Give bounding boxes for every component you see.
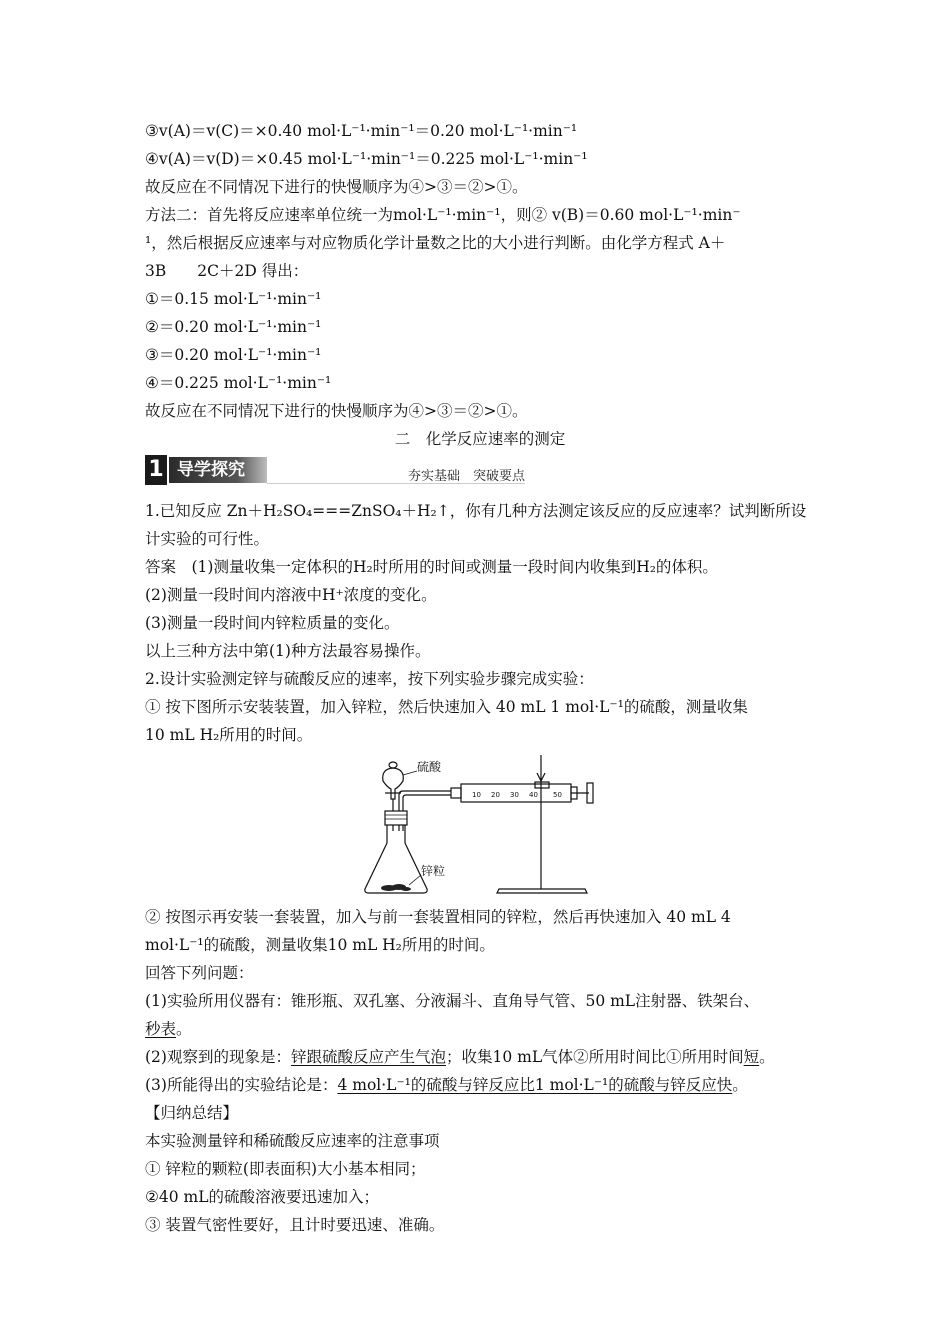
section-banner: [145, 455, 815, 485]
apparatus-diagram: [145, 751, 815, 899]
text-line: (3)测量一段时间内锌粒质量的变化。: [145, 614, 400, 632]
question-lines: [145, 497, 815, 749]
conical-flask: [365, 825, 427, 893]
banner-number: 1: [145, 455, 167, 485]
acid-label: 硫酸: [417, 760, 442, 774]
text-line: ①＝0.15 mol·L⁻¹·min⁻¹: [145, 290, 322, 308]
answer-blank: 短: [743, 1048, 760, 1066]
summary-block: [145, 1099, 815, 1239]
text-line: ① 按下图所示安装装置，加入锌粒，然后快速加入 40 mL 1 mol·L⁻¹的硫酸，测量收集: [145, 698, 748, 716]
text-line: 回答下列问题：: [145, 964, 254, 982]
text-line: (2)测量一段时间内溶液中H⁺浓度的变化。: [145, 586, 437, 604]
answer-2: (2)观察到的现象是：锌跟硫酸反应产生气泡；收集10 mL气体②所用时间比①所用时间短。: [145, 1048, 775, 1066]
summary-heading: 【归纳总结】: [145, 1104, 239, 1122]
banner-title: 导学探究: [169, 457, 267, 483]
acid-pointer: [403, 771, 417, 775]
text-line: 以上三种方法中第(1)种方法最容易操作。: [145, 642, 431, 660]
text-line: ②＝0.20 mol·L⁻¹·min⁻¹: [145, 318, 322, 336]
text-line: ¹，然后根据反应速率与对应物质化学计量数之比的大小进行判断。由化学方程式 A＋: [145, 234, 726, 252]
syringe-tick: 20: [491, 791, 500, 799]
stopper: [385, 811, 407, 825]
syringe-tick: 30: [510, 791, 519, 799]
method-lines: [145, 117, 815, 425]
text-line: 本实验测量锌和稀硫酸反应速率的注意事项: [145, 1132, 440, 1150]
text-line: ① 锌粒的颗粒(即表面积)大小基本相同；: [145, 1160, 426, 1178]
text-line: ③ 装置气密性要好，且计时要迅速、准确。: [145, 1216, 445, 1234]
zinc-pointer: [409, 875, 421, 885]
answer-blank: 锌跟硫酸反应产生气泡: [290, 1048, 446, 1066]
syringe-tick: 40: [529, 791, 538, 799]
banner-subtitle: 夯实基础 突破要点: [407, 469, 525, 484]
text-line: ③＝0.20 mol·L⁻¹·min⁻¹: [145, 346, 322, 364]
procedure-lines: [145, 903, 815, 1099]
text-line: ③v(A)＝v(C)＝×0.40 mol·L⁻¹·min⁻¹＝0.20 mol·L⁻¹·min⁻¹: [145, 122, 578, 140]
text-line: ②40 mL的硫酸溶液要迅速加入；: [145, 1188, 380, 1206]
text-line: 方法二：首先将反应速率单位统一为mol·L⁻¹·min⁻¹，则② v(B)＝0.60 mol·L⁻¹·min⁻: [145, 206, 741, 224]
apparatus-svg: [359, 751, 599, 897]
iron-stand: [497, 755, 587, 893]
answer-blank: 4 mol·L⁻¹的硫酸与锌反应比1 mol·L⁻¹的硫酸与锌反应快: [337, 1076, 733, 1094]
text-line: 故反应在不同情况下进行的快慢顺序为④>③＝②>①。: [145, 178, 528, 196]
text-line: mol·L⁻¹的硫酸，测量收集10 mL H₂所用的时间。: [145, 936, 495, 954]
answer-1-tail: 秒表。: [145, 1020, 192, 1038]
syringe-tick: 50: [553, 791, 562, 799]
text-line: ④v(A)＝v(D)＝×0.45 mol·L⁻¹·min⁻¹＝0.225 mol·L⁻¹·min⁻¹: [145, 150, 588, 168]
text-line: ④＝0.225 mol·L⁻¹·min⁻¹: [145, 374, 332, 392]
section-title: 二 化学反应速率的测定: [394, 430, 566, 448]
text-line: 1.已知反应 Zn＋H₂SO₄===ZnSO₄＋H₂↑，你有几种方法测定该反应的反应速率？试判断所设: [145, 502, 807, 520]
zinc-granules: [381, 884, 411, 891]
answer-blank: 秒表: [145, 1020, 177, 1038]
text-line: 2.设计实验测定锌与硫酸反应的速率，按下列实验步骤完成实验：: [145, 670, 594, 688]
syringe-tick: 10: [472, 791, 481, 799]
text-line: (1)实验所用仪器有：锥形瓶、双孔塞、分液漏斗、直角导气管、50 mL注射器、铁架台、: [145, 992, 760, 1010]
text-line: 计实验的可行性。: [145, 530, 270, 548]
zinc-label: 锌粒: [421, 864, 446, 878]
text-line: 答案 (1)测量收集一定体积的H₂时所用的时间或测量一段时间内收集到H₂的体积。: [145, 558, 718, 576]
document-page: [145, 117, 815, 1239]
text-line: 故反应在不同情况下进行的快慢顺序为④>③＝②>①。: [145, 402, 528, 420]
text-line: 3B 2C＋2D 得出：: [145, 262, 309, 280]
answer-3: (3)所能得出的实验结论是：4 mol·L⁻¹的硫酸与锌反应比1 mol·L⁻¹的硫酸与锌反应快。: [145, 1076, 748, 1094]
text-line: ② 按图示再安装一套装置，加入与前一套装置相同的锌粒，然后再快速加入 40 mL 4: [145, 908, 731, 926]
text-line: 10 mL H₂所用的时间。: [145, 726, 313, 744]
